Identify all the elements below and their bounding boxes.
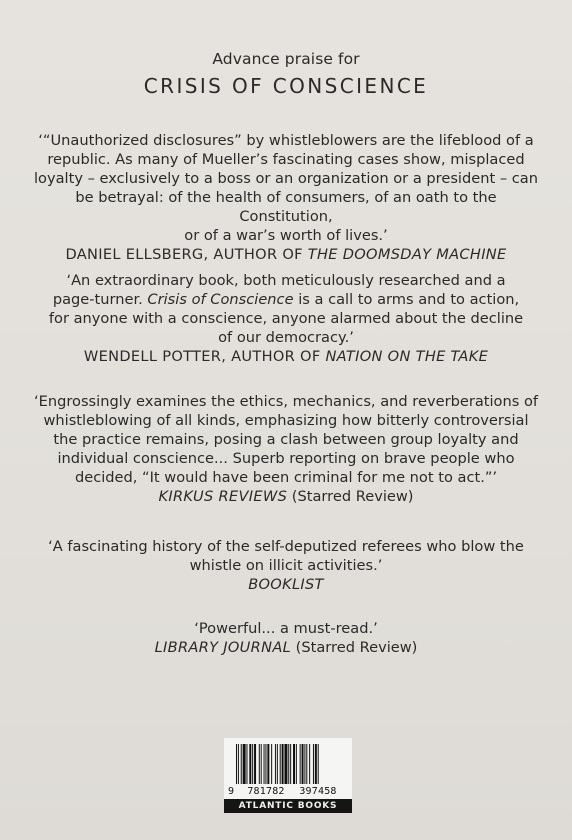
quote-attribution — [30, 487, 542, 506]
quote-line: be betrayal: of the health of consumers, of an oath to the Constitution, — [75, 189, 497, 225]
quote-line: whistle on illicit activities.’ — [189, 557, 383, 574]
quote-book-title: Crisis of Conscience — [147, 291, 294, 308]
praise-quote-library-journal — [30, 619, 542, 657]
publisher-logo: ATLANTIC BOOKS — [224, 799, 352, 813]
praise-quote-potter — [30, 271, 542, 366]
quote-line: decided, “It would have been criminal for me not to act.”’ — [74, 469, 498, 486]
praise-quote-kirkus — [30, 392, 542, 506]
isbn-lead-digit: 9 — [228, 786, 235, 797]
attribution-work: BOOKLIST — [248, 576, 324, 593]
quote-line — [30, 290, 542, 309]
quote-line: republic. As many of Mueller’s fascinating cases show, misplaced — [47, 151, 525, 168]
attribution-note: (Starred Review) — [287, 488, 414, 505]
quote-line: loyalty – exclusively to a boss or an organization or a president – can — [33, 170, 538, 187]
quote-line: for anyone with a conscience, anyone alarmed about the decline — [48, 310, 524, 327]
quote-attribution — [30, 638, 542, 657]
quote-line: individual conscience... Superb reporting on brave people who — [57, 450, 515, 467]
barcode-bars — [236, 744, 348, 784]
quote-line: ‘A fascinating history of the self-deputized referees who blow the — [48, 538, 524, 555]
attribution-work: NATION ON THE TAKE — [325, 348, 489, 365]
quote-attribution — [30, 347, 542, 366]
book-title: CRISIS OF CONSCIENCE — [143, 74, 429, 98]
isbn-digits — [228, 786, 352, 797]
advance-praise-heading: Advance praise for — [212, 50, 360, 68]
attribution-work: KIRKUS REVIEWS — [158, 488, 288, 505]
quote-text: is a call to arms and to action, — [293, 291, 520, 308]
quote-line: ‘Engrossingly examines the ethics, mechanics, and reverberations of — [33, 393, 539, 410]
quote-line: ‘Powerful... a must-read.’ — [194, 620, 378, 637]
quote-attribution — [30, 575, 542, 594]
quote-line: ‘An extraordinary book, both meticulously researched and a — [66, 272, 506, 289]
quote-line: of our democracy.’ — [218, 329, 354, 346]
quote-line: or of a war’s worth of lives.’ — [184, 227, 388, 244]
attribution-author: WENDELL POTTER, AUTHOR OF — [83, 348, 326, 365]
attribution-work: THE DOOMSDAY MACHINE — [307, 246, 507, 263]
praise-quote-booklist — [30, 537, 542, 594]
isbn-digit-group: 397458 — [299, 786, 337, 797]
attribution-author: DANIEL ELLSBERG, AUTHOR OF — [65, 246, 308, 263]
quote-line: the practice remains, posing a clash between group loyalty and — [53, 431, 519, 448]
attribution-note: (Starred Review) — [291, 639, 418, 656]
quote-attribution — [30, 245, 542, 264]
quote-line: ‘“Unauthorized disclosures” by whistleblowers are the lifeblood of a — [38, 132, 534, 149]
quote-text: page-turner. — [52, 291, 148, 308]
praise-quote-ellsberg — [30, 131, 542, 264]
quote-line: whistleblowing of all kinds, emphasizing how bitterly controversial — [43, 412, 529, 429]
isbn-barcode — [224, 738, 352, 813]
isbn-digit-group: 781782 — [247, 786, 285, 797]
attribution-work: LIBRARY JOURNAL — [154, 639, 292, 656]
